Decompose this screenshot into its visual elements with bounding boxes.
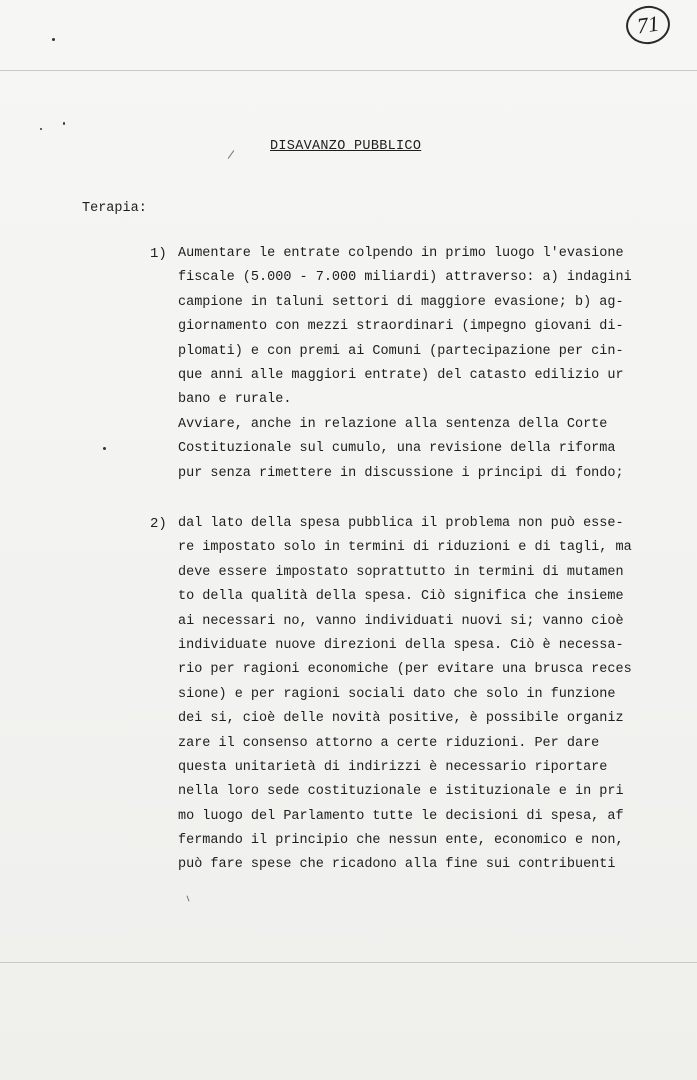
text-line: fermando il principio che nessun ente, economico e non, xyxy=(178,833,624,849)
text-line: zare il consenso attorno a certe riduzioni. Per dare xyxy=(178,735,600,751)
text-line: ai necessari no, vanno individuati nuovi si; vanno cioè xyxy=(178,613,624,629)
text-line: campione in taluni settori di maggiore evasione; b) ag- xyxy=(178,294,624,310)
text-line: fiscale (5.000 - 7.000 miliardi) attraverso: a) indagini xyxy=(178,270,632,286)
text-line: Avviare, anche in relazione alla sentenza della Corte xyxy=(178,416,608,432)
item-2-number: 2) xyxy=(150,516,167,532)
text-line: dal lato della spesa pubblica il problema non può esse- xyxy=(178,516,624,531)
text-line: bano e rurale. xyxy=(178,392,292,408)
text-line: to della qualità della spesa. Ciò significa che insieme xyxy=(178,589,624,605)
item-1-text xyxy=(178,242,632,486)
text-line: pur senza rimettere in discussione i principi di fondo; xyxy=(178,465,624,481)
text-line: plomati) e con premi ai Comuni (partecipazione per cin- xyxy=(178,343,624,359)
ink-speck xyxy=(63,122,65,125)
text-line: mo luogo del Parlamento tutte le decisioni di spesa, af xyxy=(178,808,624,824)
text-line: deve essere impostato soprattutto in termini di mutamen xyxy=(178,564,624,580)
text-line: Aumentare le entrate colpendo in primo luogo l'evasione xyxy=(178,246,624,261)
page-number-stamp: 71 xyxy=(624,3,673,47)
ink-speck xyxy=(40,128,42,130)
pen-stroke xyxy=(228,150,235,159)
document-title: DISAVANZO PUBBLICO xyxy=(270,139,422,154)
text-line: giornamento con mezzi straordinari (impegno giovani di- xyxy=(178,319,624,335)
text-line: que anni alle maggiori entrate) del catasto edilizio ur xyxy=(178,367,624,383)
text-line: individuate nuove direzioni della spesa. Ciò è necessa- xyxy=(178,637,624,653)
item-1-number: 1) xyxy=(150,246,167,262)
text-line: questa unitarietà di indirizzi è necessario riportare xyxy=(178,759,608,775)
text-line: può fare spese che ricadono alla fine sui contribuenti xyxy=(178,857,616,873)
item-2-text xyxy=(178,512,632,878)
text-line: dei si, cioè delle novità positive, è possibile organiz xyxy=(178,711,624,727)
fold-line-top xyxy=(0,70,697,71)
pen-stroke xyxy=(187,896,190,902)
text-line: sione) e per ragioni sociali dato che solo in funzione xyxy=(178,686,616,702)
fold-line-bottom xyxy=(0,962,697,963)
ink-speck xyxy=(52,38,55,41)
text-line: Costituzionale sul cumulo, una revisione della riforma xyxy=(178,441,616,457)
text-line: rio per ragioni economiche (per evitare una brusca reces xyxy=(178,662,632,678)
ink-speck xyxy=(103,447,106,450)
text-line: nella loro sede costituzionale e istituzionale e in pri xyxy=(178,784,624,800)
section-label: Terapia: xyxy=(82,201,147,216)
text-line: re impostato solo in termini di riduzioni e di tagli, ma xyxy=(178,540,632,556)
